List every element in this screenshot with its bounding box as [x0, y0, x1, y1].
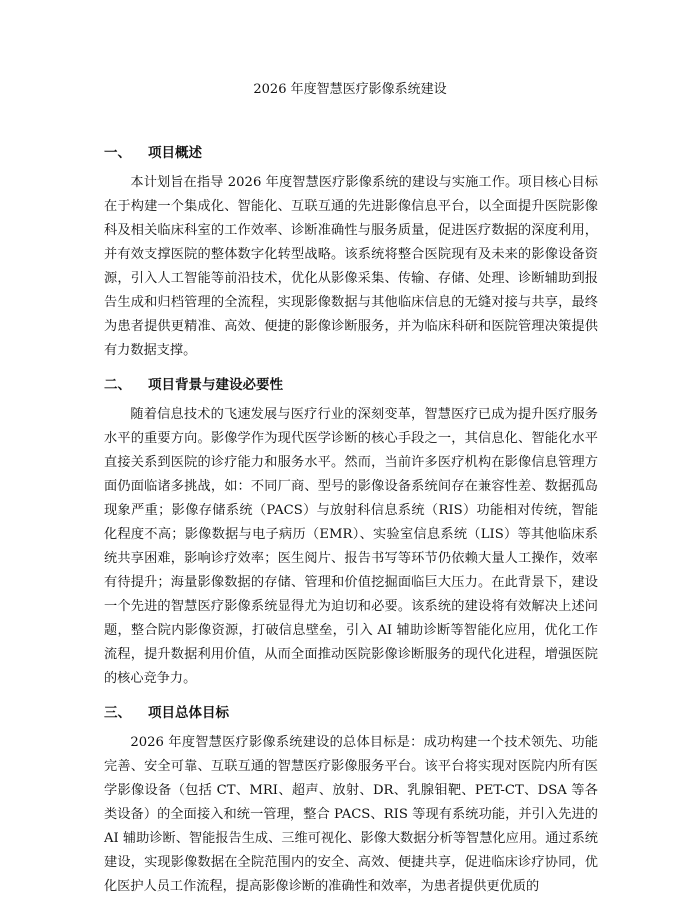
- section-number: 二、: [104, 377, 131, 393]
- section-title: 项目总体目标: [148, 705, 229, 721]
- section-number: 三、: [104, 705, 131, 721]
- section-heading-goals: [104, 701, 598, 725]
- section-paragraph-goals: 2026 年度智慧医疗影像系统建设的总体目标是：成功构建一个技术领先、功能完善、安全可靠、互联互通的智慧医疗影像服务平台。该平台将实现对医院内所有医学影像设备（包括 CT、MRI、超声、放射、DR、乳腺钼靶、PET-CT、DSA 等各类设备）的全面接入和统一管理，整合 PACS、RIS 等现有系统功能，并引入先进的 AI 辅助诊断、智能报告生成、三维可视化、影像大数据分析等智慧化应用。通过系统建设，实现影像数据在全院范围内的安全、高效、便捷共享，促进临床诊疗协同，优化医护人员工作流程，提高影像诊断的准确性和效率，为患者提供更优质的: [104, 735, 598, 894]
- section-number: 一、: [104, 145, 131, 161]
- section-title: 项目背景与建设必要性: [148, 377, 283, 393]
- document-title: 2026 年度智慧医疗影像系统建设: [253, 82, 447, 97]
- section-title: 项目概述: [148, 145, 202, 161]
- section-heading-overview: [104, 141, 598, 165]
- section-paragraph-overview: 本计划旨在指导 2026 年度智慧医疗影像系统的建设与实施工作。项目核心目标在于构建一个集成化、智能化、互联互通的先进影像信息平台，以全面提升医院影像科及相关临床科室的工作效率、诊断准确性与服务质量，促进医疗数据的深度利用，并有效支撑医院的整体数字化转型战略。该系统将整合医院现有及未来的影像设备资源，引入人工智能等前沿技术，优化从影像采集、传输、存储、处理、诊断辅助到报告生成和归档管理的全流程，实现影像数据与其他临床信息的无缝对接与共享，最终为患者提供更精准、高效、便捷的影像诊断服务，并为临床科研和医院管理决策提供有力数据支撑。: [104, 175, 598, 358]
- section-heading-background: [104, 373, 598, 397]
- section-paragraph-background: 随着信息技术的飞速发展与医疗行业的深刻变革，智慧医疗已成为提升医疗服务水平的重要方向。影像学作为现代医学诊断的核心手段之一，其信息化、智能化水平直接关系到医院的诊疗能力和服务水平。然而，当前许多医疗机构在影像信息管理方面仍面临诸多挑战，如：不同厂商、型号的影像设备系统间存在兼容性差、数据孤岛现象严重；影像存储系统（PACS）与放射科信息系统（RIS）功能相对传统，智能化程度不高；影像数据与电子病历（EMR）、实验室信息系统（LIS）等其他临床系统共享困难，影响诊疗效率；医生阅片、报告书写等环节仍依赖大量人工操作，效率有待提升；海量影像数据的存储、管理和价值挖掘面临巨大压力。在此背景下，建设一个先进的智慧医疗影像系统显得尤为迫切和必要。该系统的建设将有效解决上述问题，整合院内影像资源，打破信息壁垒，引入 AI 辅助诊断等智能化应用，优化工作流程，提升数据利用价值，从而全面推动医院影像诊断服务的现代化进程，增强医院的核心竞争力。: [104, 407, 598, 686]
- document-body: [104, 141, 598, 899]
